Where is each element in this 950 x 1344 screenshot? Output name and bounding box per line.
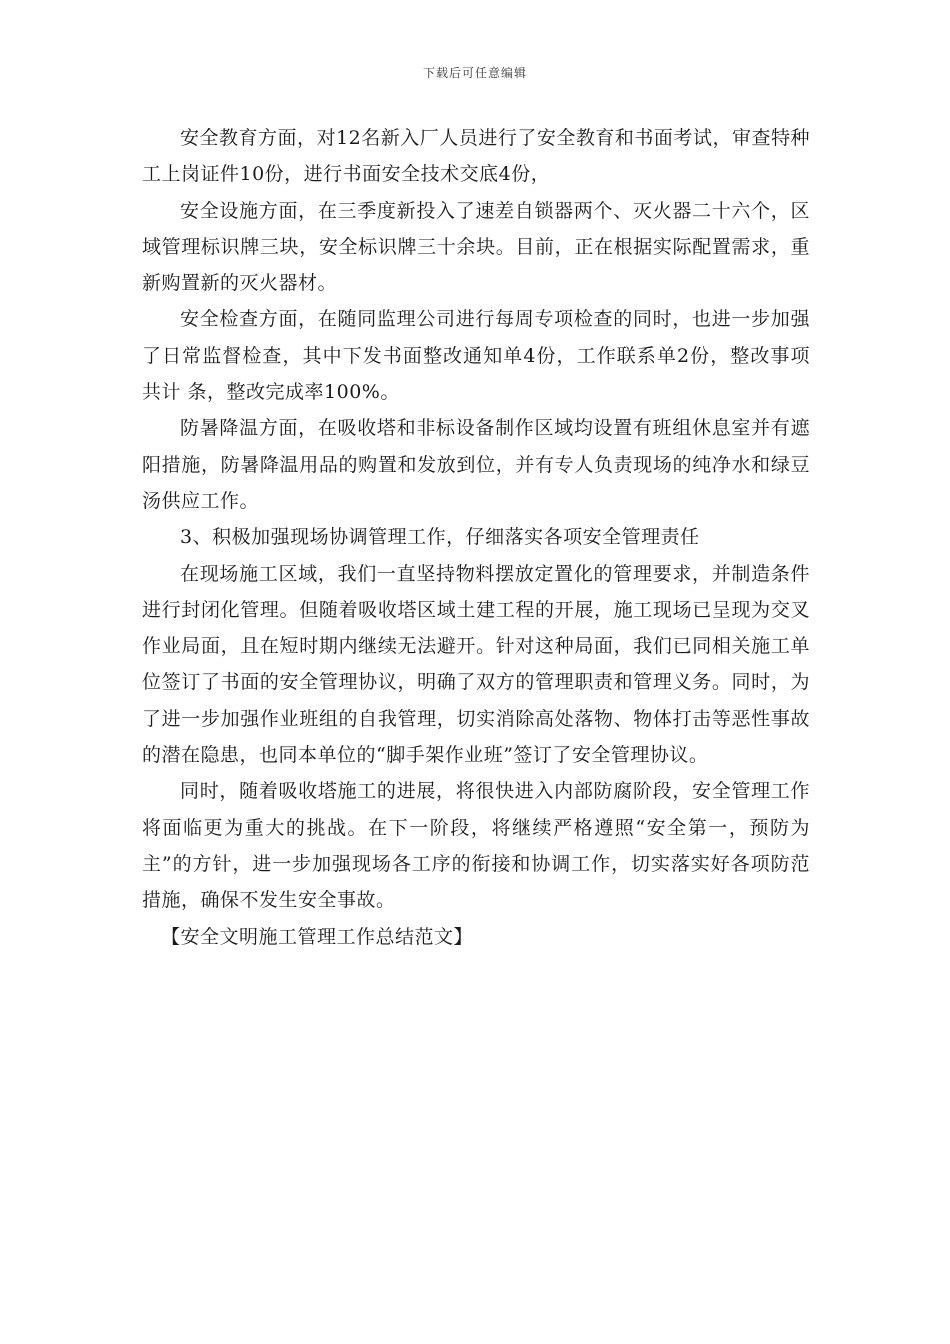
header-note: 下载后可任意编辑 xyxy=(422,66,527,80)
document-body xyxy=(142,120,810,955)
section-heading-coordination: 3、积极加强现场协调管理工作，仔细落实各项安全管理责任 xyxy=(180,526,700,549)
paragraph-safety-inspection: 安全检查方面，在随同监理公司进行每周专项检查的同时，也进一步加强了日常监督检查，其中下发书面整改通知单4份，工作联系单2份，整改事项共计 条，整改完成率100%。 xyxy=(142,308,810,404)
paragraph-heat-prevention: 防暑降温方面，在吸收塔和非标设备制作区域均设置有班组休息室并有遮阳措施，防暑降温用品的购置和发放到位，并有专人负责现场的纯净水和绿豆汤供应工作。 xyxy=(142,417,810,512)
paragraph-next-stage: 同时，随着吸收塔施工的进展，将很快进入内部防腐阶段，安全管理工作将面临更为重大的挑战。在下一阶段，将继续严格遵照“安全第一，预防为主”的方针，进一步加强现场各工序的衔接和协调工作，切实落实好各项防范措施，确保不发生安全事故。 xyxy=(142,780,810,912)
paragraph-site-management: 在现场施工区域，我们一直坚持物料摆放定置化的管理要求，并制造条件进行封闭化管理。但随着吸收塔区域土建工程的开展，施工现场已呈现为交叉作业局面，且在短时期内继续无法避开。针对这种局面，我们已同相关施工单位签订了书面的安全管理协议，明确了双方的管理职责和管理义务。同时，为了进一步加强作业班组的自我管理，切实消除高处落物、物体打击等恶性事故的潜在隐患，也同本单位的“脚手架作业班”签订了安全管理协议。 xyxy=(142,562,810,767)
closing-title: 【安全文明施工管理工作总结范文】 xyxy=(161,925,474,948)
paragraph-safety-facilities: 安全设施方面，在三季度新投入了速差自锁器两个、灭火器二十六个，区域管理标识牌三块，安全标识牌三十余块。目前，正在根据实际配置需求，重新购置新的灭火器材。 xyxy=(142,199,810,295)
paragraph-safety-education: 安全教育方面，对12名新入厂人员进行了安全教育和书面考试，审查特种工上岗证件10份，进行书面安全技术交底4份， xyxy=(142,127,810,186)
